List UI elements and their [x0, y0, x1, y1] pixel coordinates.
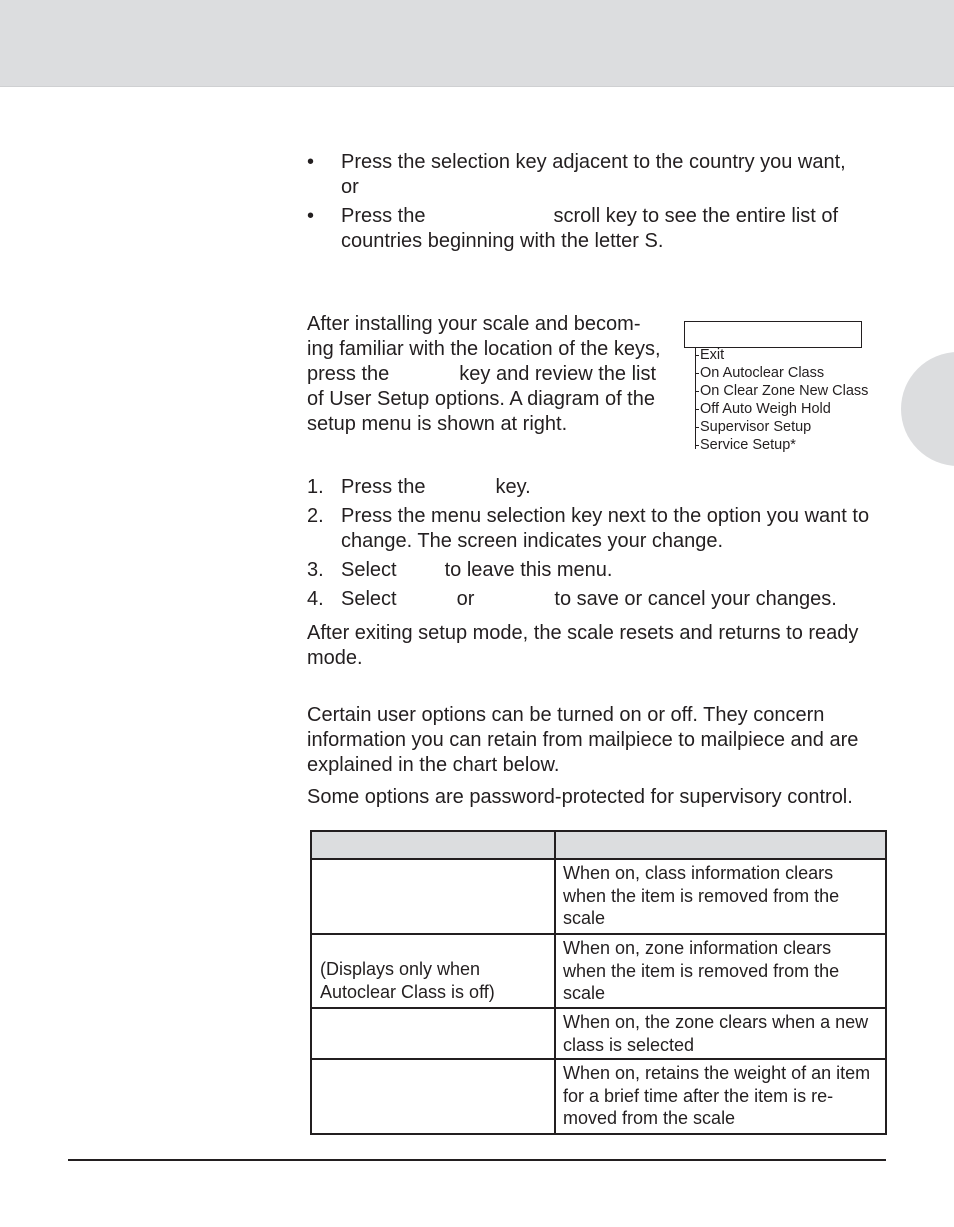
footer-rule [68, 1159, 886, 1161]
description-cell: When on, class information clears when the item is removed from the scale [555, 859, 886, 934]
password-note: Some options are password-protected for supervisory control. [307, 786, 853, 808]
description-cell: When on, the zone clears when a new class is selected [555, 1008, 886, 1059]
after-exit-paragraph: After exiting setup mode, the scale resets and returns to ready mode. [307, 622, 859, 669]
table-header-row [311, 831, 886, 859]
menu-item-auto-weigh-hold: Off Auto Weigh Hold [695, 400, 831, 418]
chapter-tab [901, 352, 954, 466]
table-row [311, 1059, 886, 1134]
table-row [311, 1008, 886, 1059]
header-band [0, 0, 954, 87]
description-cell: When on, retains the weight of an item for a brief time after the item is re-moved from the scale [555, 1059, 886, 1134]
intro-paragraph: After installing your scale and becom- ing familiar with the location of the keys, press the key and review the list of User Setup options. A diagram of the setup menu is shown at right. [307, 313, 661, 435]
menu-item-service-setup: Service Setup* [695, 436, 796, 454]
option-cell [311, 1059, 555, 1134]
table-row [311, 934, 886, 1008]
menu-title-box [684, 321, 862, 348]
bullet-text: countries beginning with the letter S. [341, 230, 664, 252]
bullet-text: or [341, 176, 359, 198]
bullet-text: Press the selection key adjacent to the country you want, [341, 151, 846, 173]
header-cell-description [555, 831, 886, 859]
bullet-mark: • [307, 205, 315, 227]
bullet-mark: • [307, 151, 315, 173]
table-row [311, 859, 886, 934]
user-options-table [310, 830, 887, 1135]
option-cell [311, 1008, 555, 1059]
option-cell: (Displays only when Autoclear Class is off) [311, 934, 555, 1008]
description-cell: When on, zone information clears when the item is removed from the scale [555, 934, 886, 1008]
bullet-text: Press the [341, 205, 426, 227]
bullet-text: scroll key to see the entire list of [553, 205, 839, 227]
option-cell [311, 859, 555, 934]
menu-item-autoclear-class: On Autoclear Class [695, 364, 824, 382]
options-intro-paragraph: Certain user options can be turned on or off. They concern information you can retain from mailpiece to mailpiece and are explained in the chart below. [307, 704, 859, 776]
header-cell-option [311, 831, 555, 859]
menu-item-supervisor-setup: Supervisor Setup [695, 418, 811, 436]
menu-item-clear-zone: On Clear Zone New Class [695, 382, 868, 400]
menu-item-exit: Exit [695, 346, 724, 364]
